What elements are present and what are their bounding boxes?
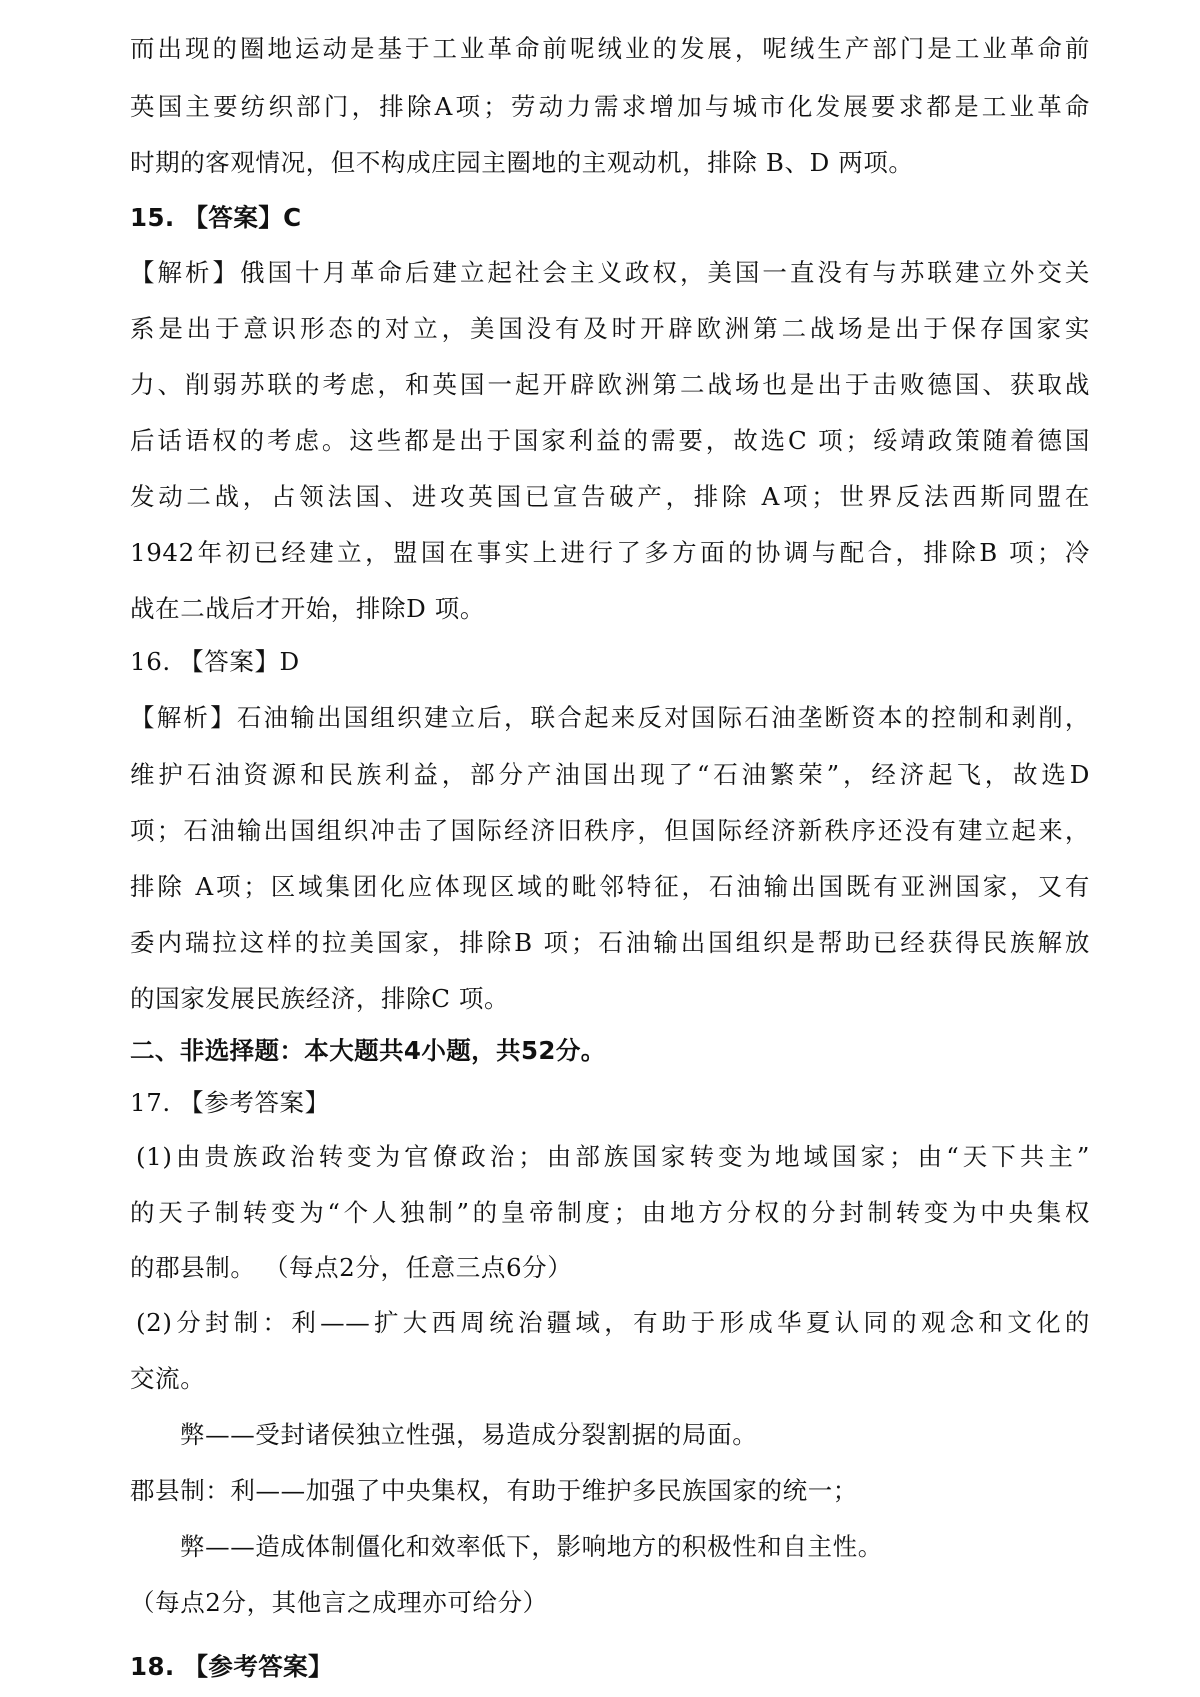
analysis-line: 【解析】俄国十月革命后建立起社会主义政权，美国一直没有与苏联建立外交关 — [130, 258, 1090, 287]
analysis-line: 维护石油资源和民族利益，部分产油国出现了“石油繁荣”，经济起飞，故选D — [130, 760, 1090, 789]
analysis-line: 发动二战，占领法国、进攻英国已宣告破产，排除 A项；世界反法西斯同盟在 — [130, 482, 1090, 511]
analysis-line: 力、削弱苏联的考虑，和英国一起开辟欧洲第二战场也是出于击败德国、获取战 — [130, 370, 1090, 399]
scoring-note: （每点2分，其他言之成理亦可给分） — [130, 1588, 548, 1617]
analysis-line: 【解析】石油输出国组织建立后，联合起来反对国际石油垄断资本的控制和剥削， — [130, 703, 1090, 732]
answer-heading-17: 17. 【参考答案】 — [130, 1088, 330, 1117]
paragraph-line: 而出现的圈地运动是基于工业革命前呢绒业的发展，呢绒生产部门是工业革命前 — [130, 34, 1090, 63]
answer-line: (1)由贵族政治转变为官僚政治；由部族国家转变为地域国家；由“天下共主” — [136, 1142, 1090, 1171]
paragraph-line: 时期的客观情况，但不构成庄园主圈地的主观动机，排除 B、D 两项。 — [130, 148, 914, 177]
answer-line: 交流。 — [130, 1364, 206, 1393]
answer-line: 的郡县制。 （每点2分，任意三点6分） — [130, 1253, 573, 1282]
answer-line: 弊——造成体制僵化和效率低下，影响地方的积极性和自主性。 — [180, 1532, 883, 1561]
answer-line: 的天子制转变为“个人独制”的皇帝制度；由地方分权的分封制转变为中央集权 — [130, 1198, 1090, 1227]
analysis-line: 排除 A项；区域集团化应体现区域的毗邻特征，石油输出国既有亚洲国家，又有 — [130, 872, 1090, 901]
analysis-line: 项；石油输出国组织冲击了国际经济旧秩序，但国际经济新秩序还没有建立起来， — [130, 816, 1090, 845]
analysis-line: 系是出于意识形态的对立，美国没有及时开辟欧洲第二战场是出于保存国家实 — [130, 314, 1090, 343]
answer-line: 弊——受封诸侯独立性强，易造成分裂割据的局面。 — [180, 1420, 758, 1449]
analysis-line: 委内瑞拉这样的拉美国家，排除B 项；石油输出国组织是帮助已经获得民族解放 — [130, 928, 1090, 957]
paragraph-line: 英国主要纺织部门，排除A项；劳动力需求增加与城市化发展要求都是工业革命 — [130, 92, 1090, 121]
answer-heading-15: 15. 【答案】C — [130, 203, 302, 232]
analysis-line: 的国家发展民族经济，排除C 项。 — [130, 984, 510, 1013]
analysis-line: 1942年初已经建立，盟国在事实上进行了多方面的协调与配合，排除B 项；冷 — [130, 538, 1090, 567]
answer-line: (2)分封制：利——扩大西周统治疆域，有助于形成华夏认同的观念和文化的 — [136, 1308, 1090, 1337]
analysis-line: 战在二战后才开始，排除D 项。 — [130, 594, 485, 623]
answer-line: 郡县制：利——加强了中央集权，有助于维护多民族国家的统一； — [130, 1476, 858, 1505]
answer-heading-16: 16. 【答案】D — [130, 647, 300, 676]
answer-heading-18: 18. 【参考答案】 — [130, 1652, 333, 1681]
analysis-line: 后话语权的考虑。这些都是出于国家利益的需要，故选C 项；绥靖政策随着德国 — [130, 426, 1090, 455]
section-heading: 二、非选择题：本大题共4小题，共52分。 — [130, 1036, 606, 1065]
